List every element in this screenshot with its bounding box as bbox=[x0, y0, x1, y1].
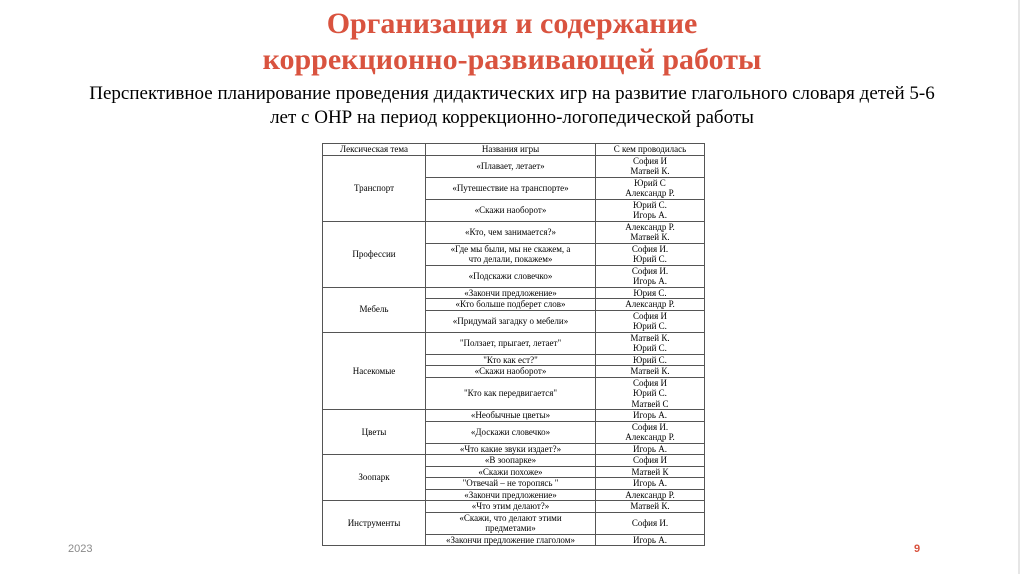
game-cell: «В зоопарке» bbox=[426, 455, 596, 467]
game-cell: «Закончи предложение» bbox=[426, 287, 596, 299]
table-row bbox=[323, 287, 705, 299]
game-cell: «Доскажи словечко» bbox=[426, 421, 596, 443]
footer-year: 2023 bbox=[68, 543, 93, 555]
theme-cell: Инструменты bbox=[323, 501, 426, 546]
children-cell: Матвей К. Юрий С. bbox=[596, 332, 705, 354]
theme-cell: Зоопарк bbox=[323, 455, 426, 501]
subtitle-line-2: лет с ОНР на период коррекционно-логопедической работы bbox=[270, 107, 754, 128]
theme-cell: Цветы bbox=[323, 410, 426, 455]
children-cell: София И bbox=[596, 455, 705, 467]
game-cell: «Кто больше подберет слов» bbox=[426, 299, 596, 311]
children-cell: Матвей К. bbox=[596, 501, 705, 513]
game-cell: «Кто, чем занимается?» bbox=[426, 221, 596, 243]
game-cell: "Кто как ест?" bbox=[426, 354, 596, 366]
children-cell: Матвей К bbox=[596, 466, 705, 478]
game-cell: «Подскажи словечко» bbox=[426, 265, 596, 287]
theme-cell: Профессии bbox=[323, 221, 426, 287]
game-cell: «Путешествие на транспорте» bbox=[426, 177, 596, 199]
game-plan-table bbox=[322, 143, 705, 546]
theme-cell: Транспорт bbox=[323, 155, 426, 221]
children-cell: Игорь А. bbox=[596, 478, 705, 490]
game-cell: «Скажи похоже» bbox=[426, 466, 596, 478]
game-cell: "Ползает, прыгает, летает" bbox=[426, 332, 596, 354]
children-cell: София И. bbox=[596, 512, 705, 534]
children-cell: София И. Игорь А. bbox=[596, 265, 705, 287]
game-cell: «Придумай загадку о мебели» bbox=[426, 310, 596, 332]
children-cell: София И Юрий С. bbox=[596, 310, 705, 332]
game-cell: «Где мы были, мы не скажем, а что делали, покажем» bbox=[426, 243, 596, 265]
slide-subtitle bbox=[0, 82, 1024, 130]
title-line-1: Организация и содержание bbox=[326, 7, 698, 40]
children-cell: Матвей К. bbox=[596, 366, 705, 378]
table-row bbox=[323, 501, 705, 513]
game-cell: «Что этим делают?» bbox=[426, 501, 596, 513]
children-cell: Игорь А. bbox=[596, 534, 705, 546]
children-cell: Юрий С Александр Р. bbox=[596, 177, 705, 199]
game-cell: «Что какие звуки издает?» bbox=[426, 443, 596, 455]
children-cell: Игорь А. bbox=[596, 410, 705, 422]
game-cell: "Отвечай – не торопясь " bbox=[426, 478, 596, 490]
subtitle-line-1: Перспективное планирование проведения дидактических игр на развитие глагольного словаря детей 5-6 bbox=[89, 83, 935, 104]
children-cell: Александр Р. bbox=[596, 489, 705, 501]
game-cell: «Скажи, что делают этими предметами» bbox=[426, 512, 596, 534]
slide-title bbox=[0, 6, 1024, 78]
page-number: 9 bbox=[914, 543, 921, 555]
game-cell: «Закончи предложение глаголом» bbox=[426, 534, 596, 546]
title-line-2: коррекционно-развивающей работы bbox=[262, 43, 762, 76]
game-cell: «Необычные цветы» bbox=[426, 410, 596, 422]
game-cell: «Скажи наоборот» bbox=[426, 199, 596, 221]
game-cell: «Скажи наоборот» bbox=[426, 366, 596, 378]
table-row bbox=[323, 155, 705, 177]
table-row bbox=[323, 410, 705, 422]
children-cell: Юрий С. bbox=[596, 354, 705, 366]
children-cell: София И. Юрий С. bbox=[596, 243, 705, 265]
theme-cell: Мебель bbox=[323, 287, 426, 332]
game-cell: «Закончи предложение» bbox=[426, 489, 596, 501]
table-row bbox=[323, 221, 705, 243]
table-row bbox=[323, 455, 705, 467]
children-cell: София И Юрий С. Матвей С bbox=[596, 377, 705, 410]
children-cell: Александр Р. Матвей К. bbox=[596, 221, 705, 243]
children-cell: Юрия С. bbox=[596, 287, 705, 299]
game-cell: «Плавает, летает» bbox=[426, 155, 596, 177]
table-body bbox=[323, 155, 705, 546]
children-cell: София И Матвей К. bbox=[596, 155, 705, 177]
children-cell: Александр Р. bbox=[596, 299, 705, 311]
children-cell: Юрий С. Игорь А. bbox=[596, 199, 705, 221]
table-header-row bbox=[323, 144, 705, 156]
header-theme: Лексическая тема bbox=[323, 144, 426, 156]
table-row bbox=[323, 332, 705, 354]
header-children: С кем проводилась bbox=[596, 144, 705, 156]
children-cell: Игорь А. bbox=[596, 443, 705, 455]
game-cell: "Кто как передвигается" bbox=[426, 377, 596, 410]
theme-cell: Насекомые bbox=[323, 332, 426, 410]
header-game: Названия игры bbox=[426, 144, 596, 156]
children-cell: София И. Александр Р. bbox=[596, 421, 705, 443]
